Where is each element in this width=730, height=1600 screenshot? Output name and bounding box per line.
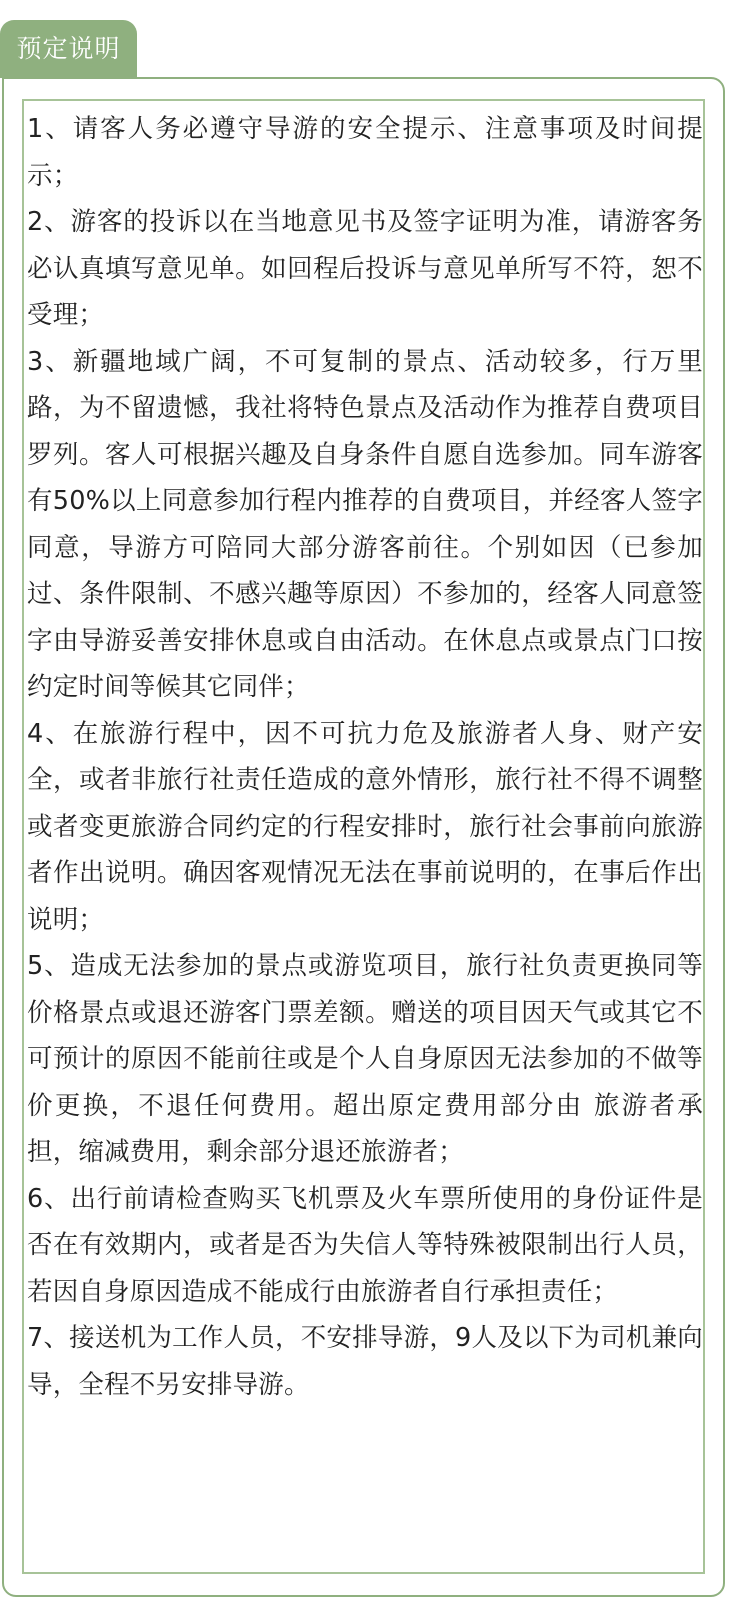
notes-list: [27, 106, 703, 1408]
section-title: 预定说明: [16, 34, 121, 63]
note-item-3: 3、新疆地域广阔，不可复制的景点、活动较多，行万里路，为不留遗憾，我社将特色景点及活动作为推荐自费项目罗列。客人可根据兴趣及自身条件自愿自选参加。同车游客有50%以上同意参加行程内推荐的自费项目，并经客人签字同意，导游方可陪同大部分游客前往。个别如因（已参加过、条件限制、不感兴趣等原因）不参加的，经客人同意签字由导游妥善安排休息或自由活动。在休息点或景点门口按约定时间等候其它同伴；: [27, 346, 703, 702]
notes-inner-frame: [22, 99, 705, 1574]
note-item-7: 7、接送机为工作人员，不安排导游，9人及以下为司机兼向导，全程不另安排导游。: [27, 1323, 703, 1400]
note-item-6: 6、出行前请检查购买飞机票及火车票所使用的身份证件是否在有效期内，或者是否为失信人等特殊被限制出行人员，若因自身原因造成不能成行由旅游者自行承担责任；: [27, 1183, 703, 1307]
note-item-2: 2、游客的投诉以在当地意见书及签字证明为准，请游客务必认真填写意见单。如回程后投诉与意见单所写不符，恕不受理；: [27, 207, 703, 330]
note-item-1: 1、请客人务必遵守导游的安全提示、注意事项及时间提示；: [27, 114, 703, 191]
notes-outer-frame: [2, 77, 725, 1597]
note-item-4: 4、在旅游行程中，因不可抗力危及旅游者人身、财产安全，或者非旅行社责任造成的意外情形，旅行社不得不调整或者变更旅游合同约定的行程安排时，旅行社会事前向旅游者作出说明。确因客观情况无法在事前说明的，在事后作出说明；: [27, 718, 703, 935]
note-item-5: 5、造成无法参加的景点或游览项目，旅行社负责更换同等价格景点或退还游客门票差额。赠送的项目因天气或其它不可预计的原因不能前往或是个人自身原因无法参加的不做等价更换，不退任何费用。超出原定费用部分由 旅游者承担，缩减费用，剩余部分退还旅游者；: [27, 951, 703, 1167]
section-tab: [0, 20, 137, 78]
